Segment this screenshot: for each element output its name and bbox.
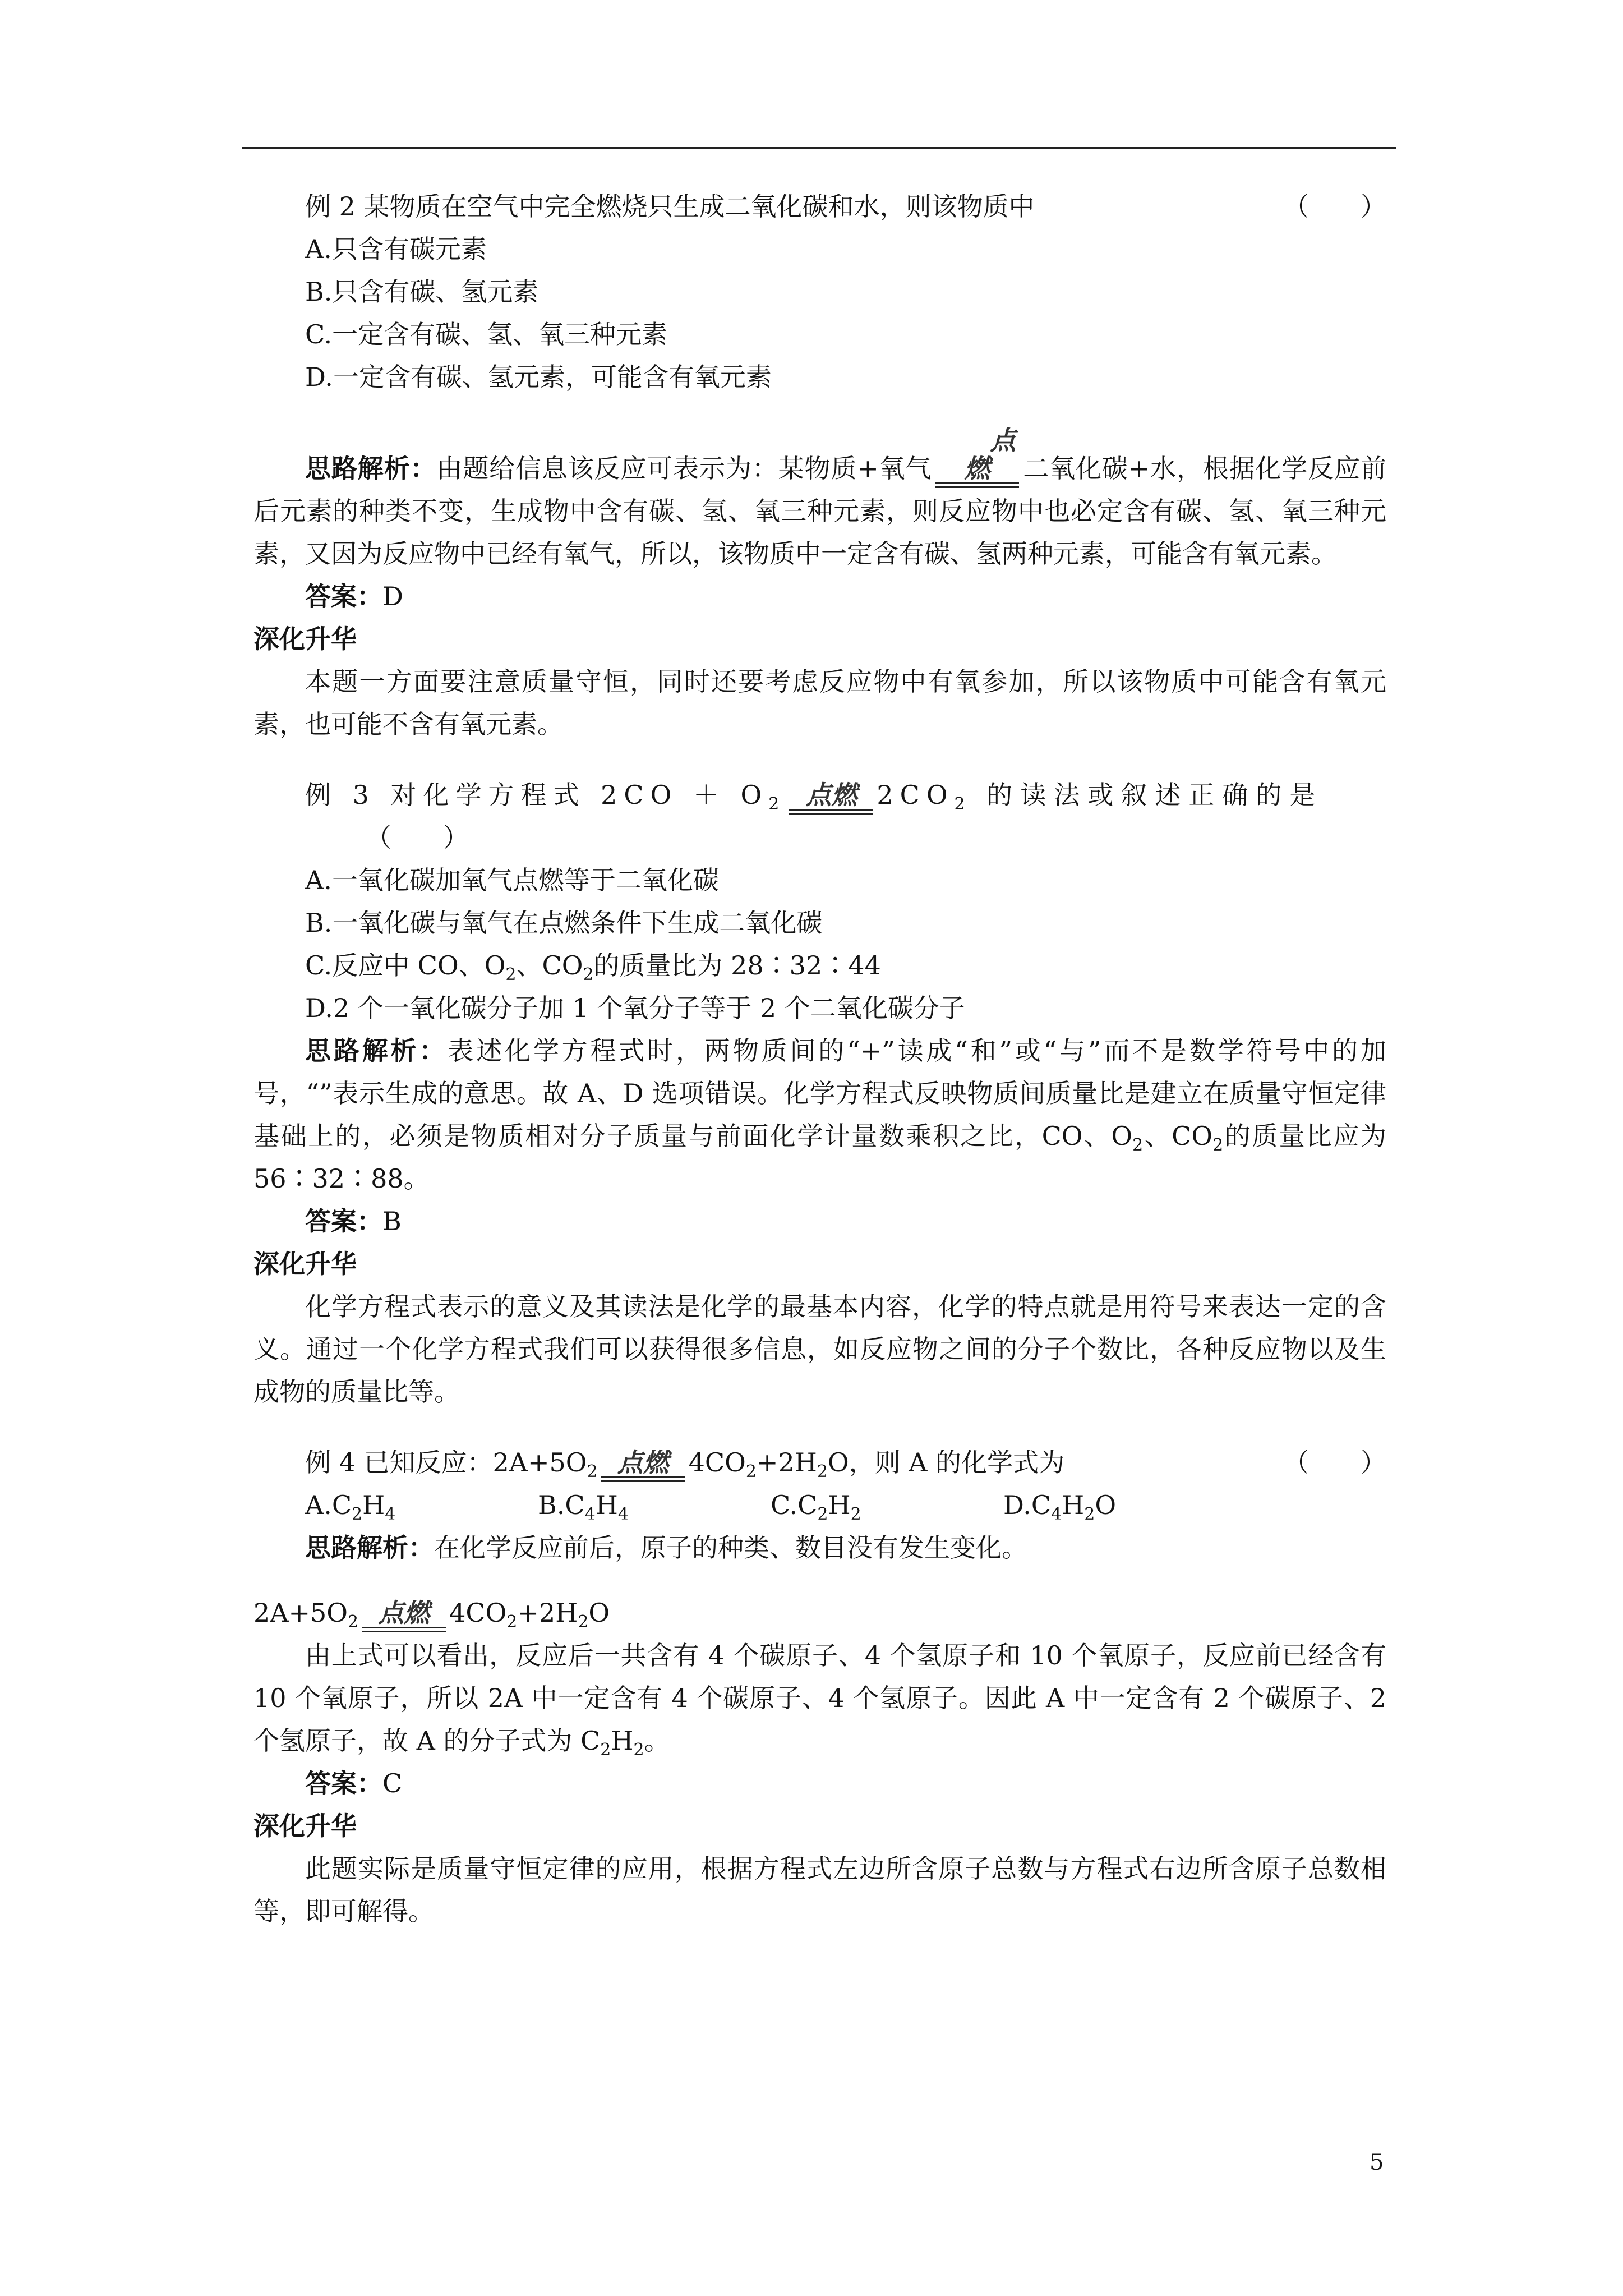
ex3-option-c-b: 、CO [516,950,583,981]
ex4-analysis-intro [253,1526,1386,1569]
ex4-analysis-d: 。 [644,1726,670,1756]
ex2-reaction-arrow [935,426,1019,488]
ex3-stem-c: 的读法或叙述正确的是 [986,780,1324,810]
ex2-answer-label: 答案： [305,581,382,611]
ex2-answer-value: D [382,581,403,611]
ex4-eq-d: O [588,1598,610,1628]
sub-2: 2 [633,1740,644,1760]
ex4-deep-title: 深化升华 [253,1811,357,1841]
ex4-stem [253,1441,1386,1484]
ex4-stem-b: 4CO [688,1447,746,1478]
sub-2: 2 [505,965,517,985]
ex2-answer [253,575,1386,618]
ex4-analysis-c: H [611,1726,634,1756]
ex4-eq-arrow [362,1599,446,1632]
ex2-option-c: C.一定含有碳、氢、氧三种元素 [305,319,668,349]
ex3-analysis [253,1029,1386,1200]
ex2-analysis-text-b: 二氧化碳+水，根据化学反应前后元素的种类不变，生成物中含有碳、氢、氧三种元素，则反应物中也必定含有碳、氢、氧三种元素，又因为反应物中已经有氧气，所以，该物质中一定含有碳、氢两种元素，可能含有氧元素。 [253,453,1387,569]
sub-2: 2 [817,1462,828,1482]
ex3-answer [253,1200,1386,1243]
ex2-analysis-label: 思路解析： [305,453,437,484]
sub-2: 2 [600,1740,611,1760]
ex2-option-a: A.只含有碳元素 [305,234,487,264]
ex4-option-c: $C.C_2H_2$ [771,1490,861,1525]
ex3-option-b: B.一氧化碳与氧气在点燃条件下生成二氧化碳 [305,908,823,938]
ex2-deep-text: 本题一方面要注意质量守恒，同时还要考虑反应物中有氧参加，所以该物质中可能含有氧元素，也可能不含有氧元素。 [253,666,1386,739]
ex3-deep-text: 化学方程式表示的意义及其读法是化学的最基本内容，化学的特点就是用符号来表达一定的含义。通过一个化学方程式我们可以获得很多信息，如反应物之间的分子个数比，各种反应物以及生成物的质量比等。 [253,1291,1386,1407]
ex4-stem-a: 例 4 已知反应：2A+5O [305,1447,587,1478]
sub-2: 2 [587,1462,598,1482]
ex3-option-c-c: 的质量比为 28∶32∶44 [593,950,881,981]
ex3-option-d: D.2 个一氧化碳分子加 1 个氧分子等于 2 个二氧化碳分子 [305,993,965,1023]
ex2-option-d: D.一定含有碳、氢元素，可能含有氧元素 [305,362,772,392]
sub-2: 2 [348,1612,359,1632]
ex4-option-a: $A.C_2H_4$ [305,1490,396,1525]
ex4-answer-paren: （ ） [1283,1447,1386,1478]
ex4-analysis-b: 由上式可以看出，反应后一共含有 4 个碳原子、4 个氢原子和 10 个氧原子，反应前已经含有 10 个氧原子，所以 2A 中一定含有 4 个碳原子、4 个氢原子。因此 A 中一定含有 2 个碳原子、2 个氢原子，故 A 的分子式为 C [253,1640,1386,1756]
ex3-option-c [253,944,1386,987]
ignite-condition: 点燃 [964,425,1016,484]
ex4-stem-d: O，则 A 的化学式为 [827,1447,1065,1478]
ex4-analysis-label: 思路解析： [305,1533,434,1563]
ex4-analysis-a: 在化学反应前后，原子的种类、数目没有发生变化。 [434,1533,1027,1563]
ex4-analysis-body [253,1634,1386,1762]
ex3-analysis-a: 表述化学方程式时，两物质间的“+”读成“和”或“与”而不是数学符号中的加号，“”表示生成的意思。故 A、D 选项错误。化学方程式反映物质间质量比是建立在质量守恒定律基础上的，必须是物质相对分子质量与前面化学计量数乘积之比，CO、O [253,1036,1386,1151]
sub-2: 2 [506,1612,518,1632]
ex3-stem-b: 2CO [877,780,955,810]
ex3-answer-paren: （ ） [366,822,469,853]
ex3-answer-value: B [382,1206,402,1236]
ex3-deep-title: 深化升华 [253,1249,357,1279]
ex2-stem-text: 例 2 某物质在空气中完全燃烧只生成二氧化碳和水，则该物质中 [305,191,1035,222]
ex4-answer-label: 答案： [305,1768,382,1798]
header-rule [242,147,1396,149]
ex2-option-b: B.只含有碳、氢元素 [305,277,539,307]
ex2-stem [253,185,1386,228]
ignite-condition: 点燃 [378,1598,430,1628]
sub-2: 2 [1132,1135,1144,1156]
ex4-answer [253,1762,1386,1805]
sub-2: 2 [583,965,594,985]
ex4-option-b: $B.C_4H_4$ [538,1490,629,1525]
ex3-analysis-c: 的质量比应为 56∶32∶88。 [253,1121,1386,1194]
ex4-eq-c: +2H [517,1598,578,1628]
sub-2: 2 [578,1612,589,1632]
ex2-analysis [253,426,1386,575]
ex3-reaction-arrow [789,781,873,815]
ex4-options [253,1484,1386,1526]
ex4-option-d: $D.C_4H_2O$ [1003,1490,1117,1525]
ex3-answer-label: 答案： [305,1206,382,1236]
ex4-equation [253,1591,1386,1634]
ex3-o2-sub: 2 [768,794,786,815]
ex3-analysis-label: 思路解析： [305,1036,448,1066]
ex3-analysis-b: 、CO [1143,1121,1213,1151]
ex4-eq-a: 2A+5O [253,1598,348,1628]
sub-2: 2 [1212,1135,1224,1156]
ex3-co2-sub: 2 [954,794,972,815]
ex4-answer-value: C [382,1768,403,1798]
sub-2: 2 [745,1462,757,1482]
ex3-stem-a: 例 3 对化学方程式 2CO ＋ O [305,780,769,810]
ex4-eq-b: 4CO [449,1598,507,1628]
ex4-deep-text: 此题实际是质量守恒定律的应用，根据方程式左边所含原子总数与方程式右边所含原子总数相等，即可解得。 [253,1853,1386,1926]
page-content [253,185,1386,1932]
ex4-reaction-arrow [601,1448,685,1482]
ex3-option-a: A.一氧化碳加氧气点燃等于二氧化碳 [305,865,719,895]
ex3-option-c-a: C.反应中 CO、O [305,950,506,981]
ex4-stem-c: +2H [756,1447,817,1478]
ex2-answer-paren: （ ） [1283,191,1386,222]
ex2-deep-title: 深化升华 [253,624,357,654]
ex3-stem [253,774,1386,816]
ex2-analysis-text-a: 由题给信息该反应可表示为：某物质+氧气 [436,453,932,484]
ignite-condition: 点燃 [805,780,857,810]
ignite-condition: 点燃 [617,1447,669,1478]
page-number: 5 [1370,2150,1384,2175]
